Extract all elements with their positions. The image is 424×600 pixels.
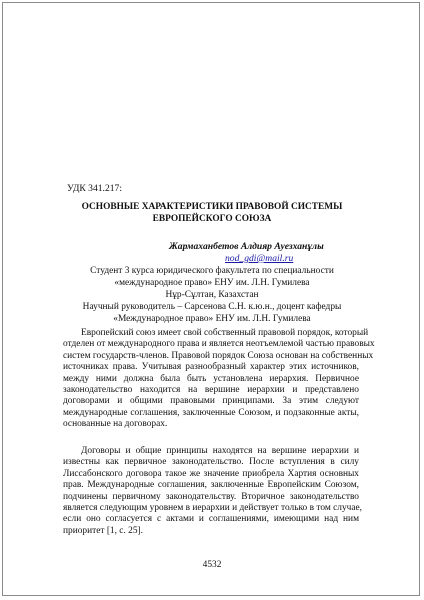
article-title-line-2: ЕВРОПЕЙСКОГО СОЮЗА [152, 214, 272, 224]
paragraph-line: прав. Международные соглашения, заключенные Европейским Союзом, [63, 480, 359, 491]
paragraph-line: является следующим уровнем в иерархии и действует только в том случае, [63, 502, 363, 513]
paragraph-line: Лиссабонского договора такое же значение приобрела Хартия основных [63, 468, 359, 479]
body-paragraph-2 [63, 446, 363, 537]
paragraph-line: приоритет [1, с. 25]. [63, 525, 143, 536]
affiliation-line-2: «международное право» ЕНУ им. Л.Н. Гумилева [114, 278, 310, 288]
author-name: Жармаханбетов Алдияр Ауезханұлы [169, 241, 324, 252]
paragraph-line: отделен от международного права и является неотъемлемой частью правовых [63, 339, 375, 350]
affiliation-line-3: Нұр-Сұлтан, Казахстан [165, 290, 259, 300]
supervisor-line-2: «Международное право» ЕНУ им. Л.Н. Гумилева [113, 314, 311, 324]
paragraph-line: систем государств-членов. Правовой порядок Союза основан на собственных [63, 350, 374, 361]
paragraph-line: Европейский союз имеет свой собственный правовой порядок, который [81, 328, 369, 338]
paragraph-line: если оно согласуется с актами и соглашениями, имеющими над ним [63, 514, 359, 525]
paragraph-line: основанные на договорах. [63, 419, 168, 430]
paragraph-line: Договоры и общие принципы находятся на вершине иерархии и [81, 446, 359, 456]
author-email-link[interactable]: nod_gdi@mail.ru [225, 253, 294, 264]
article-title-line-1: ОСНОВНЫЕ ХАРАКТЕРИСТИКИ ПРАВОВОЙ СИСТЕМЫ [81, 202, 343, 212]
supervisor-line-1: Научный руководитель – Сарсенова С.Н. к.ю.н., доцент кафедры [82, 302, 342, 312]
document-page [2, 2, 420, 596]
paragraph-line: международные соглашения, заключенные Союзом, и подзаконные акты, [63, 407, 359, 418]
paragraph-line: известны как первичное законодательство. После вступления в силу [63, 457, 359, 468]
udc-code: УДК 341.217: [67, 183, 123, 194]
page-number: 4532 [202, 560, 222, 570]
paragraph-line: источниках права. Учитывая разнообразный характер этих источников, [63, 362, 359, 373]
paragraph-line: подчинены первичному законодательству. Вторичное законодательство [63, 491, 359, 502]
paragraph-line: договорами и общими правовыми принципами. За этим следуют [63, 396, 359, 407]
paragraph-line: между ними должна была быть установлена иерархия. Первичное [63, 373, 359, 384]
affiliation-line-1: Студент 3 курса юридического факультета по специальности [90, 266, 334, 276]
paragraph-line: законодательство находится на вершине иерархии и представлено [63, 384, 359, 395]
body-paragraph-1 [63, 328, 375, 431]
